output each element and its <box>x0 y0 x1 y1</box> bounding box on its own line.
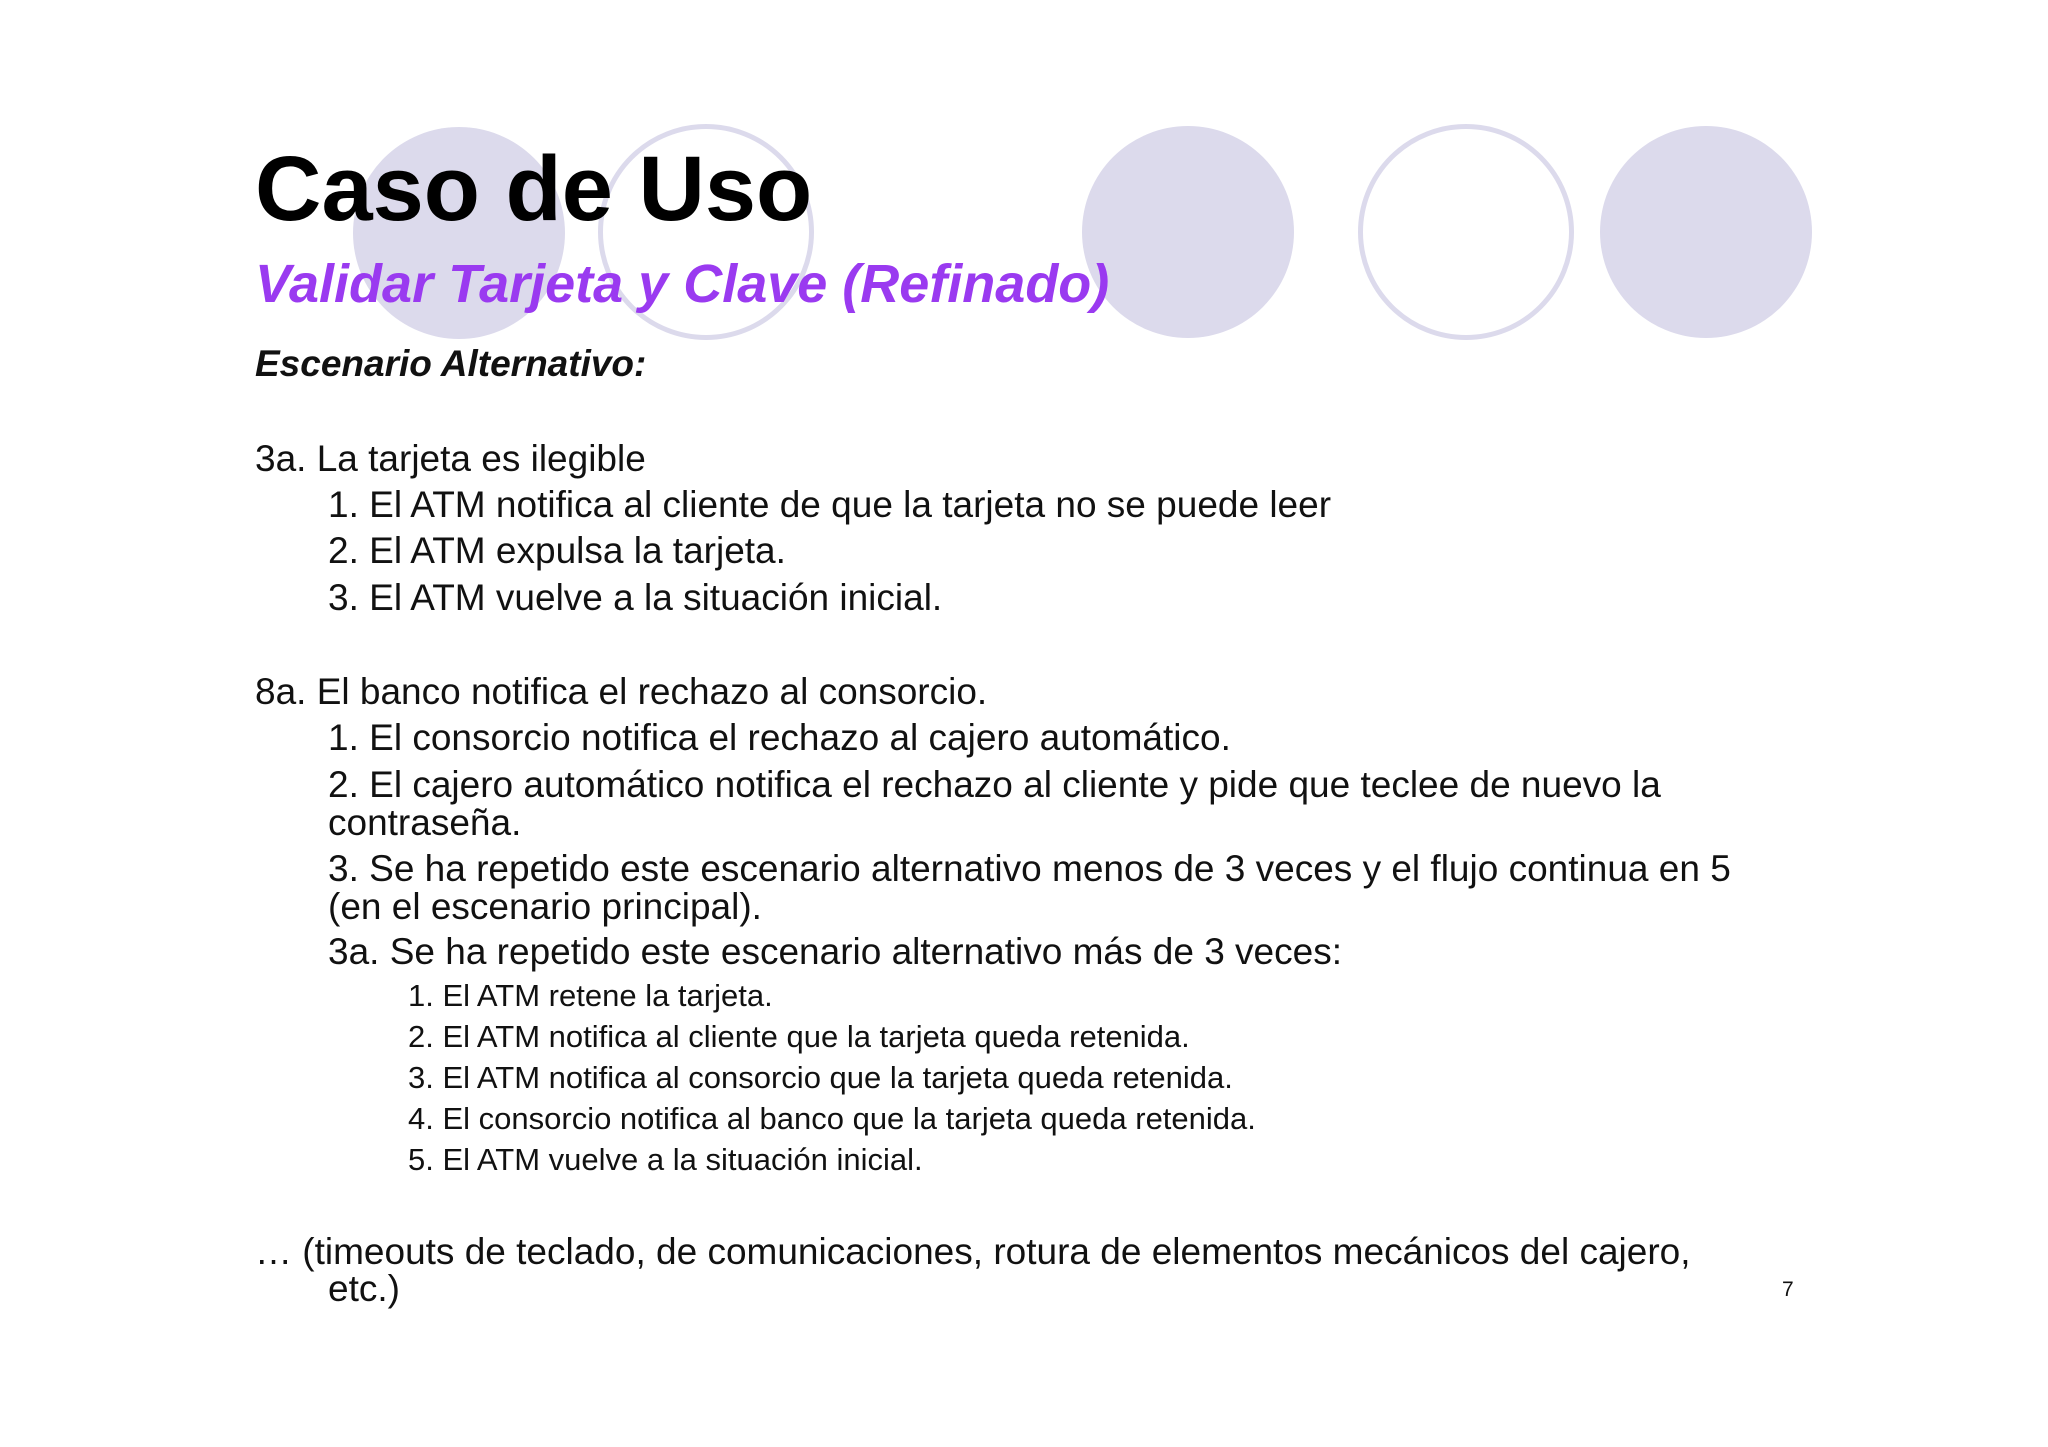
scenario-8a-step-continued: (en el escenario principal). <box>328 886 762 927</box>
decorative-circle-3 <box>1600 126 1812 338</box>
scenario-8a-heading: 8a. El banco notifica el rechazo al consorcio. <box>255 671 988 712</box>
page-number: 7 <box>1782 1278 1794 1301</box>
sub-step: 2. El ATM notifica al cliente que la tarjeta queda retenida. <box>408 1019 1190 1054</box>
scenario-3a-heading: 3a. La tarjeta es ilegible <box>255 438 646 479</box>
decorative-ring-2 <box>1358 124 1574 340</box>
scenario-8a-step: 2. El cajero automático notifica el rechazo al cliente y pide que teclee de nuevo la <box>328 764 1661 805</box>
scenario-8a-step: 1. El consorcio notifica el rechazo al cajero automático. <box>328 717 1231 758</box>
scenario-8a-sub-heading: 3a. Se ha repetido este escenario alternativo más de 3 veces: <box>328 931 1342 972</box>
decorative-circle-2 <box>1082 126 1294 338</box>
slide-subtitle: Validar Tarjeta y Clave (Refinado) <box>255 254 1110 314</box>
section-heading: Escenario Alternativo: <box>255 343 647 384</box>
footer-note-continued: etc.) <box>328 1268 400 1309</box>
scenario-8a-step: 3. Se ha repetido este escenario alternativo menos de 3 veces y el flujo continua en 5 <box>328 848 1731 889</box>
sub-step: 4. El consorcio notifica al banco que la tarjeta queda retenida. <box>408 1101 1256 1136</box>
scenario-3a-step: 1. El ATM notifica al cliente de que la tarjeta no se puede leer <box>328 484 1332 525</box>
sub-step: 5. El ATM vuelve a la situación inicial. <box>408 1142 923 1177</box>
sub-step: 3. El ATM notifica al consorcio que la tarjeta queda retenida. <box>408 1060 1233 1095</box>
sub-step: 1. El ATM retene la tarjeta. <box>408 978 773 1013</box>
slide-title: Caso de Uso <box>255 138 813 240</box>
scenario-8a-step-continued: contraseña. <box>328 802 522 843</box>
scenario-3a-step: 3. El ATM vuelve a la situación inicial. <box>328 577 943 618</box>
scenario-3a-step: 2. El ATM expulsa la tarjeta. <box>328 530 786 571</box>
footer-note: … (timeouts de teclado, de comunicaciones, rotura de elementos mecánicos del cajero, <box>255 1231 1691 1272</box>
